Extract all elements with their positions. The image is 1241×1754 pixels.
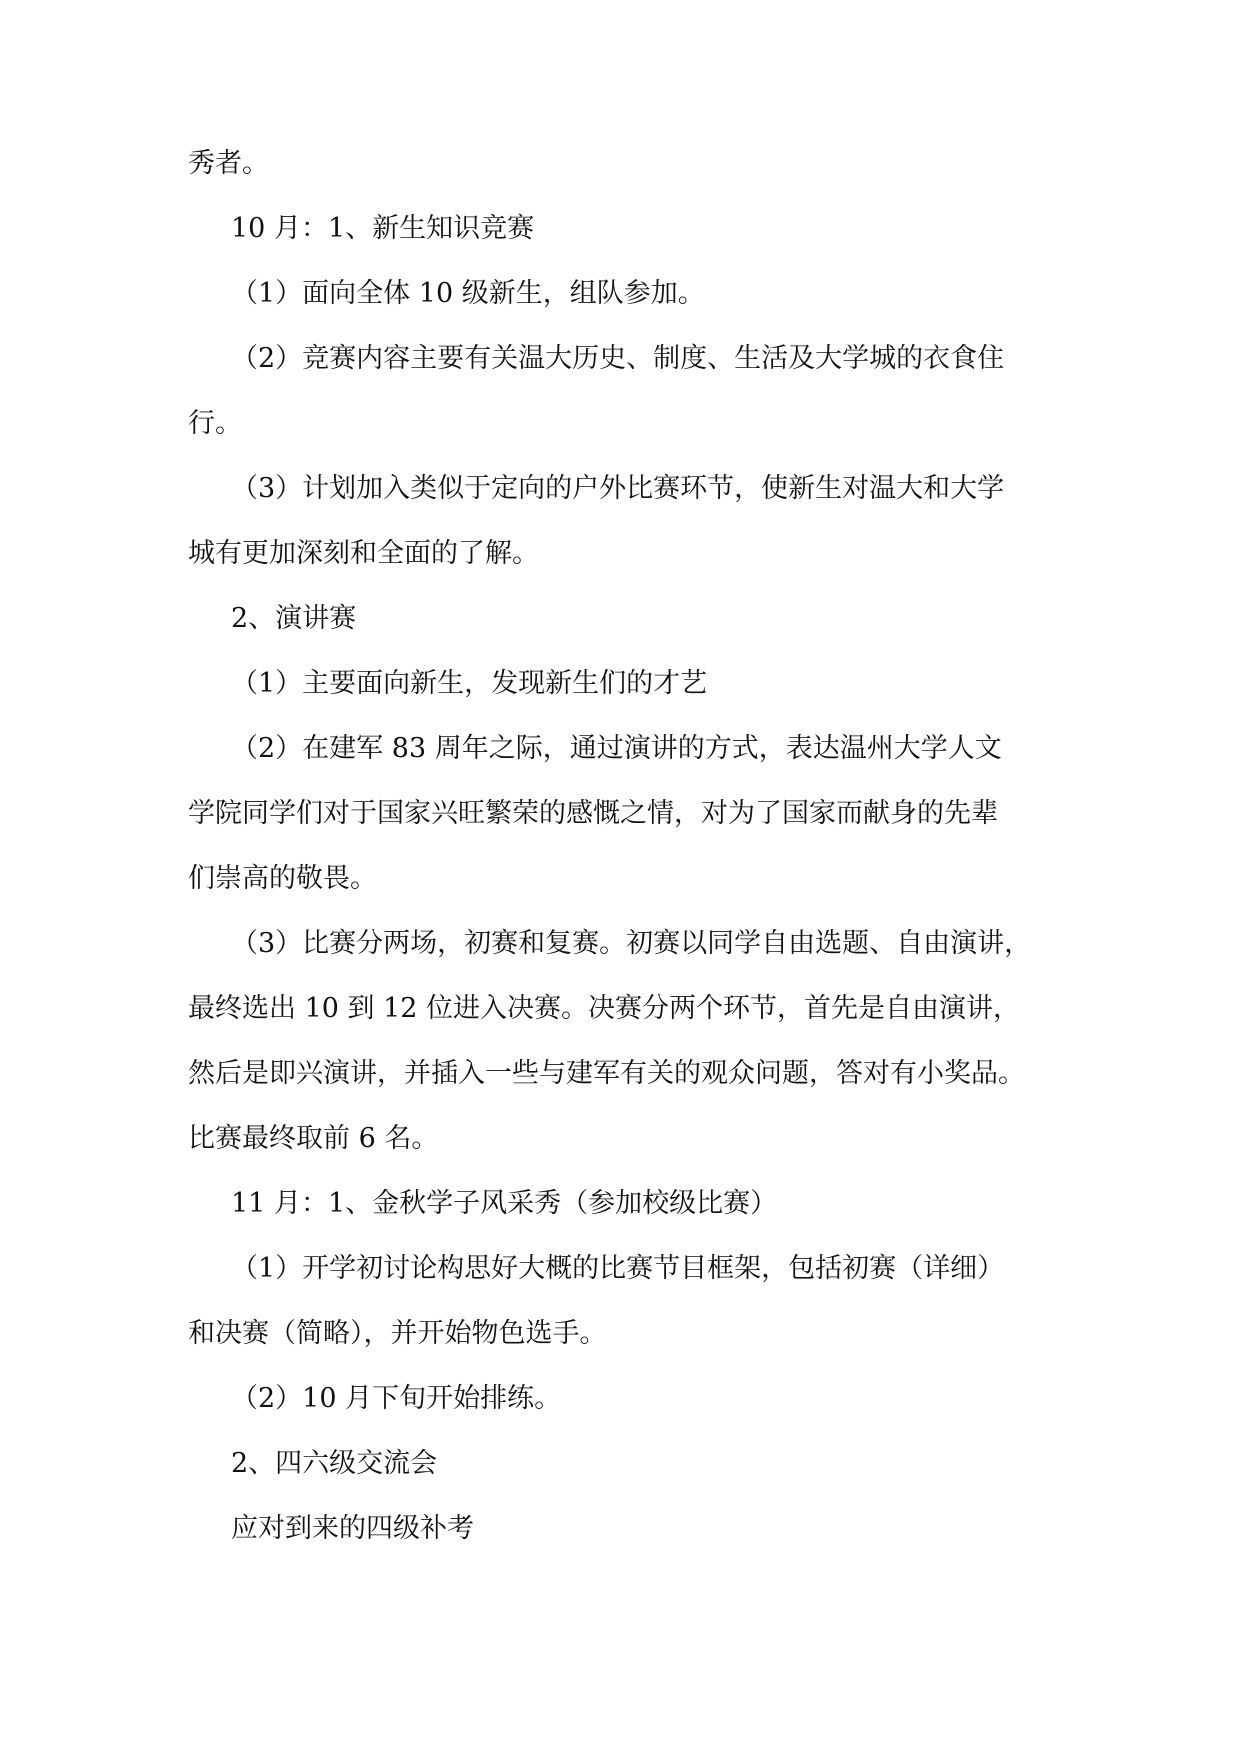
text-line: 秀者。 — [188, 148, 269, 179]
text-line: （3）计划加入类似于定向的户外比赛环节，使新生对温大和大学 — [231, 473, 1005, 504]
text-line: 城有更加深刻和全面的了解。 — [188, 538, 539, 569]
section-heading-november: 11 月：1、金秋学子风采秀（参加校级比赛） — [231, 1188, 778, 1219]
text-line: （2）竞赛内容主要有关温大历史、制度、生活及大学城的衣食住 — [231, 343, 1005, 374]
sub-heading-speech-contest: 2、演讲赛 — [231, 603, 357, 634]
text-line: 和决赛（简略），并开始物色选手。 — [188, 1318, 607, 1349]
text-line: （2）10 月下旬开始排练。 — [231, 1383, 562, 1414]
text-line: 们崇高的敬畏。 — [188, 863, 377, 894]
text-line: 然后是即兴演讲，并插入一些与建军有关的观众问题，答对有小奖品。 — [188, 1058, 1025, 1089]
text-line: 最终选出 10 到 12 位进入决赛。决赛分两个环节，首先是自由演讲， — [188, 993, 1021, 1024]
text-line: （3）比赛分两场，初赛和复赛。初赛以同学自由选题、自由演讲， — [231, 928, 1032, 959]
text-line: 学院同学们对于国家兴旺繁荣的感慨之情，对为了国家而献身的先辈 — [188, 798, 998, 829]
text-line: 应对到来的四级补考 — [231, 1513, 474, 1544]
text-line: （2）在建军 83 周年之际，通过演讲的方式，表达温州大学人文 — [231, 733, 1002, 764]
text-line: （1）面向全体 10 级新生，组队参加。 — [231, 278, 705, 309]
text-line: 比赛最终取前 6 名。 — [188, 1123, 439, 1154]
text-line: （1）开学初讨论构思好大概的比赛节目框架，包括初赛（详细） — [231, 1253, 1005, 1284]
sub-heading-cet-exchange: 2、四六级交流会 — [231, 1448, 438, 1479]
section-heading-october: 10 月：1、新生知识竞赛 — [231, 213, 535, 244]
text-line: 行。 — [188, 408, 242, 439]
text-line: （1）主要面向新生，发现新生们的才艺 — [231, 668, 708, 699]
